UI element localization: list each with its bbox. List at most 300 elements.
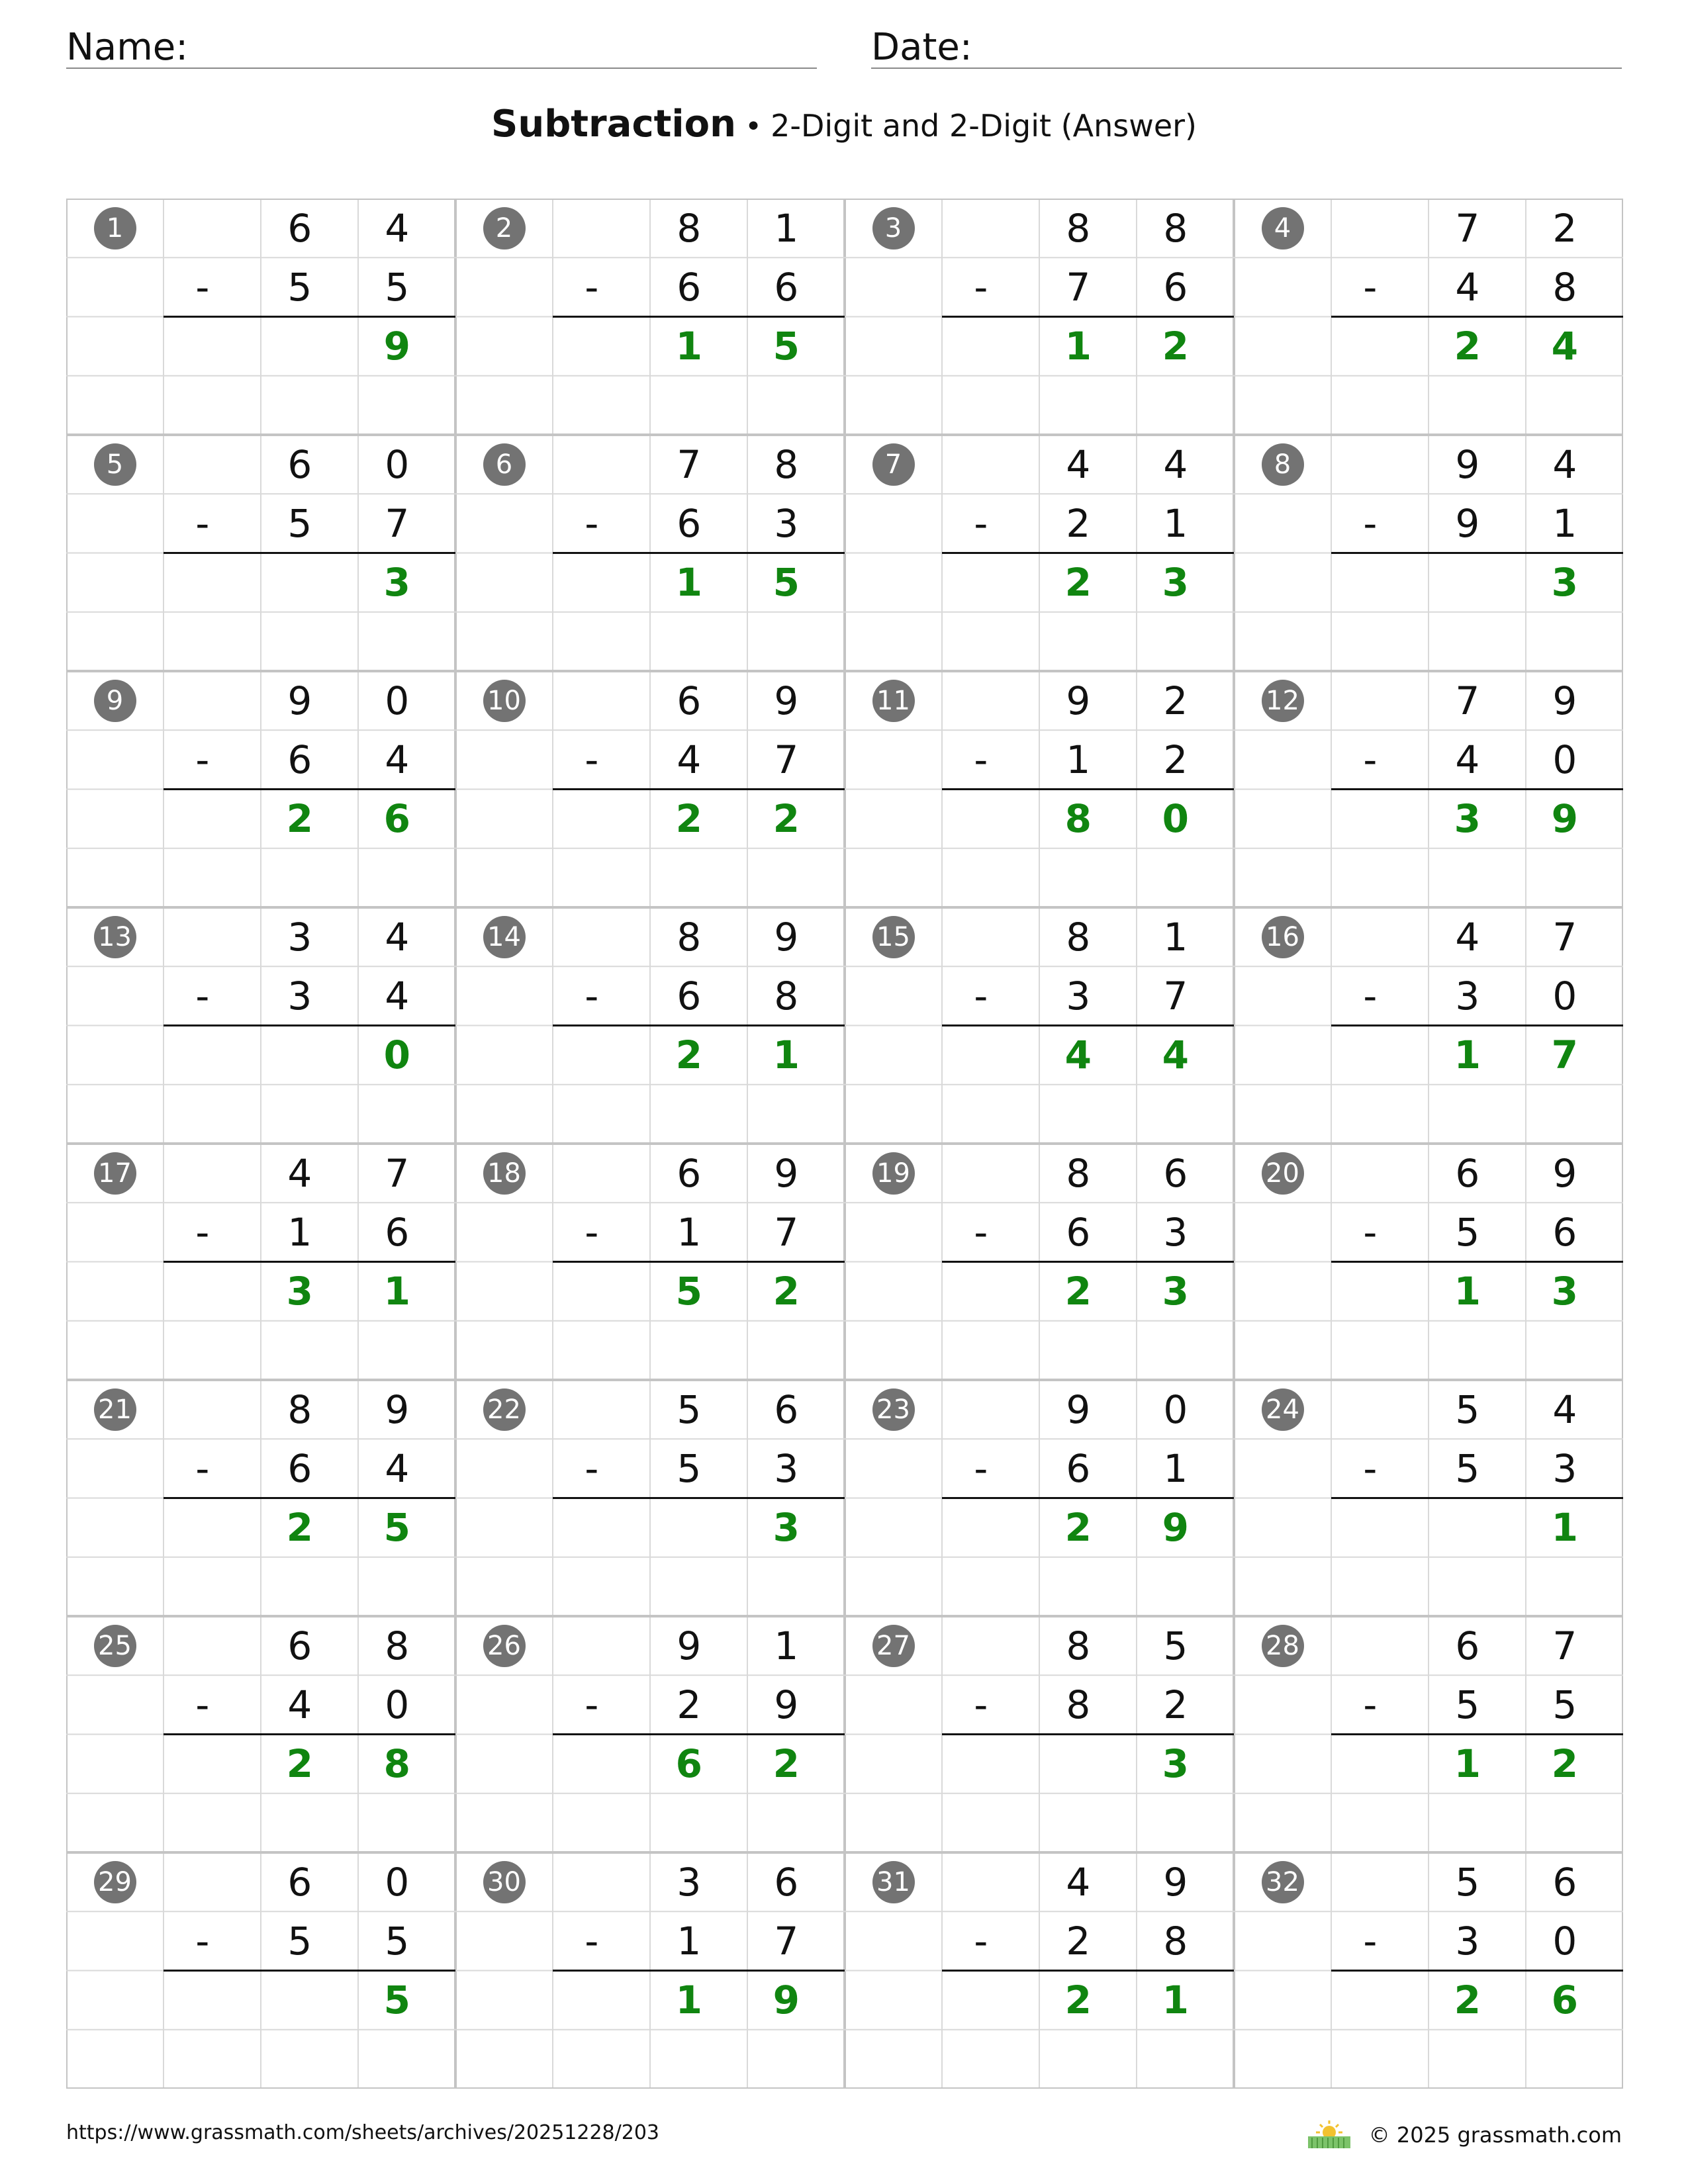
- answer-ones-digit: 2: [1162, 324, 1189, 369]
- answer-ones-digit: 8: [383, 1741, 410, 1787]
- answer-ones-digit: 1: [1551, 1505, 1578, 1551]
- bottom-ones-digit: 4: [385, 737, 410, 782]
- bottom-ones-digit: 0: [1552, 1918, 1577, 1964]
- bottom-tens-digit: 6: [677, 973, 702, 1019]
- top-ones-digit: 1: [1163, 914, 1188, 960]
- bottom-ones-digit: 0: [1552, 973, 1577, 1019]
- bottom-ones-digit: 3: [1552, 1445, 1577, 1491]
- minus-sign: -: [1363, 973, 1378, 1019]
- top-tens-digit: 3: [677, 1859, 702, 1905]
- problem-number-badge: 9: [94, 680, 136, 722]
- answer-rule-line: [553, 552, 845, 554]
- problem-number-badge: 26: [483, 1625, 526, 1667]
- problem-number-badge: 6: [483, 443, 526, 486]
- answer-ones-digit: 3: [1551, 1269, 1578, 1314]
- bottom-ones-digit: 3: [1163, 1209, 1188, 1255]
- answer-ones-digit: 3: [1162, 1269, 1189, 1314]
- problem-number-badge: 22: [483, 1388, 526, 1431]
- top-tens-digit: 4: [287, 1150, 312, 1196]
- problem-number-badge: 32: [1262, 1861, 1304, 1903]
- bottom-ones-digit: 8: [1163, 1918, 1188, 1964]
- answer-tens-digit: 2: [1064, 1505, 1092, 1551]
- bottom-ones-digit: 6: [1163, 264, 1188, 310]
- answer-rule-line: [164, 316, 455, 318]
- minus-sign: -: [1363, 1445, 1378, 1491]
- answer-tens-digit: [650, 1498, 728, 1557]
- answer-tens-digit: 3: [1454, 796, 1481, 842]
- answer-ones-digit: 0: [1162, 796, 1189, 842]
- top-ones-digit: 6: [774, 1859, 799, 1905]
- answer-tens-digit: [261, 1971, 339, 2030]
- minus-sign: -: [195, 1918, 210, 1964]
- problem-number-badge: 27: [872, 1625, 915, 1667]
- minus-sign: -: [585, 264, 599, 310]
- problem-number-badge: 24: [1262, 1388, 1304, 1431]
- top-ones-digit: 4: [385, 205, 410, 251]
- bottom-tens-digit: 1: [1066, 737, 1091, 782]
- answer-ones-digit: 6: [383, 796, 410, 842]
- bottom-ones-digit: 1: [1163, 1445, 1188, 1491]
- bottom-tens-digit: 6: [1066, 1445, 1091, 1491]
- top-tens-digit: 7: [677, 441, 702, 487]
- answer-rule-line: [1331, 1261, 1623, 1263]
- minus-sign: -: [974, 737, 988, 782]
- answer-ones-digit: 9: [1551, 796, 1578, 842]
- answer-tens-digit: 2: [1064, 1978, 1092, 2023]
- top-ones-digit: 8: [1163, 205, 1188, 251]
- answer-rule-line: [553, 1970, 845, 1972]
- bottom-ones-digit: 3: [774, 1445, 799, 1491]
- problem-number-badge: 3: [872, 207, 915, 250]
- problem-number-badge: 25: [94, 1625, 136, 1667]
- answer-ones-digit: 2: [1551, 1741, 1578, 1787]
- bottom-ones-digit: 7: [774, 737, 799, 782]
- answer-ones-digit: 5: [383, 1505, 410, 1551]
- answer-rule-line: [1331, 1024, 1623, 1026]
- answer-tens-digit: 2: [1454, 1978, 1481, 2023]
- top-tens-digit: 8: [677, 205, 702, 251]
- answer-tens-digit: 2: [286, 796, 313, 842]
- answer-tens-digit: [261, 317, 339, 376]
- top-ones-digit: 9: [774, 914, 799, 960]
- bottom-tens-digit: 4: [677, 737, 702, 782]
- answer-rule-line: [553, 1497, 845, 1499]
- top-ones-digit: 1: [774, 1623, 799, 1668]
- top-tens-digit: 7: [1455, 678, 1480, 723]
- top-tens-digit: 9: [677, 1623, 702, 1668]
- answer-ones-digit: 2: [773, 1741, 800, 1787]
- bottom-tens-digit: 5: [1455, 1445, 1480, 1491]
- minus-sign: -: [974, 1445, 988, 1491]
- top-tens-digit: 5: [1455, 1859, 1480, 1905]
- answer-rule-line: [164, 1733, 455, 1735]
- bottom-tens-digit: 6: [287, 1445, 312, 1491]
- answer-ones-digit: 9: [383, 324, 410, 369]
- top-tens-digit: 9: [287, 678, 312, 723]
- bottom-tens-digit: 1: [677, 1209, 702, 1255]
- problem-number-badge: 7: [872, 443, 915, 486]
- bottom-tens-digit: 5: [677, 1445, 702, 1491]
- answer-ones-digit: 5: [383, 1978, 410, 2023]
- top-tens-digit: 5: [1455, 1387, 1480, 1432]
- answer-rule-line: [942, 1970, 1234, 1972]
- minus-sign: -: [585, 973, 599, 1019]
- answer-ones-digit: 5: [773, 560, 800, 606]
- answer-rule-line: [164, 1024, 455, 1026]
- answer-tens-digit: 1: [675, 1978, 702, 2023]
- answer-tens-digit: 1: [675, 560, 702, 606]
- minus-sign: -: [585, 1445, 599, 1491]
- answer-ones-digit: 2: [773, 1269, 800, 1314]
- problem-number-badge: 23: [872, 1388, 915, 1431]
- answer-rule-line: [553, 316, 845, 318]
- top-tens-digit: 4: [1066, 1859, 1091, 1905]
- bottom-tens-digit: 2: [1066, 500, 1091, 546]
- worksheet-title: [0, 103, 1688, 146]
- top-tens-digit: 6: [287, 205, 312, 251]
- bottom-tens-digit: 3: [1455, 973, 1480, 1019]
- bottom-tens-digit: 8: [1066, 1682, 1091, 1727]
- answer-rule-line: [942, 1497, 1234, 1499]
- top-tens-digit: 6: [287, 1859, 312, 1905]
- bottom-ones-digit: 2: [1163, 1682, 1188, 1727]
- title-main: Subtraction: [491, 103, 736, 146]
- top-ones-digit: 7: [385, 1150, 410, 1196]
- minus-sign: -: [974, 1918, 988, 1964]
- top-ones-digit: 9: [1552, 1150, 1577, 1196]
- minus-sign: -: [1363, 264, 1378, 310]
- minus-sign: -: [195, 737, 210, 782]
- top-ones-digit: 7: [1552, 914, 1577, 960]
- answer-tens-digit: 4: [1064, 1032, 1092, 1078]
- top-tens-digit: 6: [677, 678, 702, 723]
- answer-rule-line: [553, 1024, 845, 1026]
- answer-tens-digit: 3: [286, 1269, 313, 1314]
- answer-ones-digit: 4: [1551, 324, 1578, 369]
- bottom-tens-digit: 3: [1455, 1918, 1480, 1964]
- bottom-ones-digit: 8: [774, 973, 799, 1019]
- date-field: [871, 24, 1622, 69]
- top-ones-digit: 9: [1163, 1859, 1188, 1905]
- answer-tens-digit: 2: [675, 796, 702, 842]
- date-label: Date:: [871, 26, 972, 69]
- minus-sign: -: [974, 1682, 988, 1727]
- problem-number-badge: 14: [483, 916, 526, 958]
- footer-copyright: © 2025 grassmath.com: [1368, 2122, 1622, 2148]
- bottom-ones-digit: 7: [385, 500, 410, 546]
- bottom-tens-digit: 2: [1066, 1918, 1091, 1964]
- minus-sign: -: [585, 737, 599, 782]
- top-tens-digit: 6: [1455, 1623, 1480, 1668]
- top-ones-digit: 2: [1552, 205, 1577, 251]
- bottom-ones-digit: 3: [774, 500, 799, 546]
- problem-number-badge: 10: [483, 680, 526, 722]
- top-ones-digit: 9: [774, 678, 799, 723]
- minus-sign: -: [195, 1445, 210, 1491]
- answer-rule-line: [1331, 316, 1623, 318]
- answer-ones-digit: 5: [773, 324, 800, 369]
- answer-tens-digit: 2: [675, 1032, 702, 1078]
- minus-sign: -: [1363, 500, 1378, 546]
- top-tens-digit: 4: [1455, 914, 1480, 960]
- bottom-tens-digit: 9: [1455, 500, 1480, 546]
- bottom-tens-digit: 6: [287, 737, 312, 782]
- bottom-ones-digit: 6: [774, 264, 799, 310]
- top-tens-digit: 8: [287, 1387, 312, 1432]
- bottom-tens-digit: 5: [287, 500, 312, 546]
- problem-number-badge: 20: [1262, 1152, 1304, 1195]
- bottom-ones-digit: 7: [1163, 973, 1188, 1019]
- minus-sign: -: [1363, 1209, 1378, 1255]
- minus-sign: -: [1363, 737, 1378, 782]
- answer-ones-digit: 2: [773, 796, 800, 842]
- top-tens-digit: 5: [677, 1387, 702, 1432]
- top-ones-digit: 0: [1163, 1387, 1188, 1432]
- answer-rule-line: [1331, 788, 1623, 790]
- problem-number-badge: 5: [94, 443, 136, 486]
- answer-ones-digit: 4: [1162, 1032, 1189, 1078]
- bottom-ones-digit: 0: [385, 1682, 410, 1727]
- problem-number-badge: 16: [1262, 916, 1304, 958]
- bottom-ones-digit: 6: [1552, 1209, 1577, 1255]
- answer-ones-digit: 3: [1162, 560, 1189, 606]
- bottom-tens-digit: 5: [287, 1918, 312, 1964]
- top-tens-digit: 6: [287, 441, 312, 487]
- top-ones-digit: 9: [1552, 678, 1577, 723]
- bottom-tens-digit: 6: [677, 264, 702, 310]
- problem-grid: [66, 199, 1623, 2089]
- problem-number-badge: 11: [872, 680, 915, 722]
- answer-tens-digit: 6: [675, 1741, 702, 1787]
- answer-ones-digit: 3: [383, 560, 410, 606]
- top-ones-digit: 6: [774, 1387, 799, 1432]
- top-ones-digit: 9: [385, 1387, 410, 1432]
- answer-rule-line: [164, 788, 455, 790]
- bottom-ones-digit: 5: [385, 264, 410, 310]
- top-ones-digit: 6: [1163, 1150, 1188, 1196]
- footer-branding: [1305, 2118, 1622, 2152]
- minus-sign: -: [585, 500, 599, 546]
- answer-rule-line: [164, 1497, 455, 1499]
- answer-ones-digit: 7: [1551, 1032, 1578, 1078]
- answer-tens-digit: 2: [286, 1741, 313, 1787]
- top-ones-digit: 6: [1552, 1859, 1577, 1905]
- answer-tens-digit: 5: [675, 1269, 702, 1314]
- bottom-ones-digit: 5: [385, 1918, 410, 1964]
- answer-tens-digit: [1429, 553, 1507, 612]
- top-ones-digit: 8: [774, 441, 799, 487]
- top-tens-digit: 9: [1455, 441, 1480, 487]
- top-ones-digit: 0: [385, 1859, 410, 1905]
- bottom-ones-digit: 6: [385, 1209, 410, 1255]
- name-field: [66, 24, 817, 69]
- answer-rule-line: [1331, 552, 1623, 554]
- answer-tens-digit: [1039, 1735, 1117, 1794]
- top-tens-digit: 9: [1066, 678, 1091, 723]
- problem-number-badge: 18: [483, 1152, 526, 1195]
- minus-sign: -: [195, 264, 210, 310]
- bottom-tens-digit: 4: [1455, 264, 1480, 310]
- answer-ones-digit: 3: [1551, 560, 1578, 606]
- bottom-ones-digit: 7: [774, 1209, 799, 1255]
- problem-number-badge: 29: [94, 1861, 136, 1903]
- top-ones-digit: 9: [774, 1150, 799, 1196]
- bottom-ones-digit: 1: [1552, 500, 1577, 546]
- bottom-ones-digit: 4: [385, 973, 410, 1019]
- problem-number-badge: 19: [872, 1152, 915, 1195]
- answer-ones-digit: 3: [773, 1505, 800, 1551]
- name-label: Name:: [66, 26, 189, 69]
- problem-number-badge: 2: [483, 207, 526, 250]
- answer-ones-digit: 1: [1162, 1978, 1189, 2023]
- problem-number-badge: 30: [483, 1861, 526, 1903]
- top-tens-digit: 6: [677, 1150, 702, 1196]
- top-tens-digit: 8: [1066, 1150, 1091, 1196]
- bottom-ones-digit: 5: [1552, 1682, 1577, 1727]
- bottom-ones-digit: 2: [1163, 737, 1188, 782]
- top-tens-digit: 3: [287, 914, 312, 960]
- minus-sign: -: [195, 1682, 210, 1727]
- answer-rule-line: [553, 788, 845, 790]
- answer-rule-line: [164, 1261, 455, 1263]
- answer-rule-line: [1331, 1970, 1623, 1972]
- top-tens-digit: 8: [1066, 1623, 1091, 1668]
- bottom-tens-digit: 4: [1455, 737, 1480, 782]
- answer-rule-line: [1331, 1497, 1623, 1499]
- bottom-tens-digit: 6: [677, 500, 702, 546]
- top-ones-digit: 4: [1552, 441, 1577, 487]
- answer-rule-line: [942, 1733, 1234, 1735]
- problem-number-badge: 31: [872, 1861, 915, 1903]
- bottom-tens-digit: 7: [1066, 264, 1091, 310]
- bottom-tens-digit: 5: [1455, 1682, 1480, 1727]
- bottom-tens-digit: 2: [677, 1682, 702, 1727]
- minus-sign: -: [585, 1918, 599, 1964]
- problem-number-badge: 1: [94, 207, 136, 250]
- answer-ones-digit: 1: [773, 1032, 800, 1078]
- top-ones-digit: 8: [385, 1623, 410, 1668]
- answer-rule-line: [1331, 1733, 1623, 1735]
- answer-tens-digit: [1429, 1498, 1507, 1557]
- answer-tens-digit: 8: [1064, 796, 1092, 842]
- answer-tens-digit: 1: [1064, 324, 1092, 369]
- answer-ones-digit: 9: [1162, 1505, 1189, 1551]
- problem-number-badge: 28: [1262, 1625, 1304, 1667]
- answer-tens-digit: [261, 1026, 339, 1085]
- bottom-ones-digit: 1: [1163, 500, 1188, 546]
- top-tens-digit: 7: [1455, 205, 1480, 251]
- top-ones-digit: 0: [385, 678, 410, 723]
- answer-rule-line: [164, 552, 455, 554]
- footer-url: https://www.grassmath.com/sheets/archives/20251228/203: [66, 2121, 660, 2144]
- bottom-tens-digit: 4: [287, 1682, 312, 1727]
- answer-rule-line: [164, 1970, 455, 1972]
- problem-number-badge: 12: [1262, 680, 1304, 722]
- answer-rule-line: [553, 1733, 845, 1735]
- bottom-tens-digit: 3: [1066, 973, 1091, 1019]
- top-ones-digit: 0: [385, 441, 410, 487]
- minus-sign: -: [585, 1209, 599, 1255]
- top-ones-digit: 4: [385, 914, 410, 960]
- answer-tens-digit: 2: [1064, 1269, 1092, 1314]
- answer-ones-digit: 1: [383, 1269, 410, 1314]
- problem-number-badge: 4: [1262, 207, 1304, 250]
- top-ones-digit: 7: [1552, 1623, 1577, 1668]
- bottom-ones-digit: 7: [774, 1918, 799, 1964]
- answer-tens-digit: 1: [675, 324, 702, 369]
- minus-sign: -: [974, 1209, 988, 1255]
- bottom-tens-digit: 3: [287, 973, 312, 1019]
- minus-sign: -: [195, 973, 210, 1019]
- title-bullet: •: [745, 110, 763, 144]
- top-ones-digit: 2: [1163, 678, 1188, 723]
- sun-over-grass-logo-icon: [1305, 2118, 1353, 2152]
- answer-ones-digit: 3: [1162, 1741, 1189, 1787]
- problem-number-badge: 17: [94, 1152, 136, 1195]
- bottom-tens-digit: 5: [287, 264, 312, 310]
- bottom-ones-digit: 8: [1552, 264, 1577, 310]
- bottom-tens-digit: 6: [1066, 1209, 1091, 1255]
- answer-ones-digit: 9: [773, 1978, 800, 2023]
- top-tens-digit: 4: [1066, 441, 1091, 487]
- answer-rule-line: [942, 1024, 1234, 1026]
- minus-sign: -: [1363, 1682, 1378, 1727]
- bottom-ones-digit: 4: [385, 1445, 410, 1491]
- answer-rule-line: [942, 552, 1234, 554]
- answer-tens-digit: 2: [286, 1505, 313, 1551]
- problem-number-badge: 21: [94, 1388, 136, 1431]
- top-ones-digit: 1: [774, 205, 799, 251]
- minus-sign: -: [974, 264, 988, 310]
- minus-sign: -: [195, 1209, 210, 1255]
- minus-sign: -: [1363, 1918, 1378, 1964]
- answer-tens-digit: 1: [1454, 1741, 1481, 1787]
- top-tens-digit: 8: [677, 914, 702, 960]
- minus-sign: -: [585, 1682, 599, 1727]
- bottom-ones-digit: 9: [774, 1682, 799, 1727]
- answer-ones-digit: 6: [1551, 1978, 1578, 2023]
- minus-sign: -: [974, 500, 988, 546]
- bottom-tens-digit: 1: [677, 1918, 702, 1964]
- answer-tens-digit: 2: [1064, 560, 1092, 606]
- minus-sign: -: [195, 500, 210, 546]
- top-tens-digit: 8: [1066, 914, 1091, 960]
- minus-sign: -: [974, 973, 988, 1019]
- answer-ones-digit: 0: [383, 1032, 410, 1078]
- top-ones-digit: 4: [1163, 441, 1188, 487]
- top-tens-digit: 6: [1455, 1150, 1480, 1196]
- problem-number-badge: 13: [94, 916, 136, 958]
- answer-tens-digit: 2: [1454, 324, 1481, 369]
- problem-number-badge: 8: [1262, 443, 1304, 486]
- top-ones-digit: 4: [1552, 1387, 1577, 1432]
- answer-tens-digit: 1: [1454, 1269, 1481, 1314]
- answer-rule-line: [942, 1261, 1234, 1263]
- title-subtitle: 2-Digit and 2-Digit (Answer): [771, 108, 1197, 144]
- answer-tens-digit: 1: [1454, 1032, 1481, 1078]
- bottom-tens-digit: 5: [1455, 1209, 1480, 1255]
- top-tens-digit: 9: [1066, 1387, 1091, 1432]
- top-tens-digit: 6: [287, 1623, 312, 1668]
- bottom-ones-digit: 0: [1552, 737, 1577, 782]
- problem-number-badge: 15: [872, 916, 915, 958]
- top-ones-digit: 5: [1163, 1623, 1188, 1668]
- answer-rule-line: [942, 788, 1234, 790]
- bottom-tens-digit: 1: [287, 1209, 312, 1255]
- top-tens-digit: 8: [1066, 205, 1091, 251]
- answer-rule-line: [942, 316, 1234, 318]
- answer-tens-digit: [261, 553, 339, 612]
